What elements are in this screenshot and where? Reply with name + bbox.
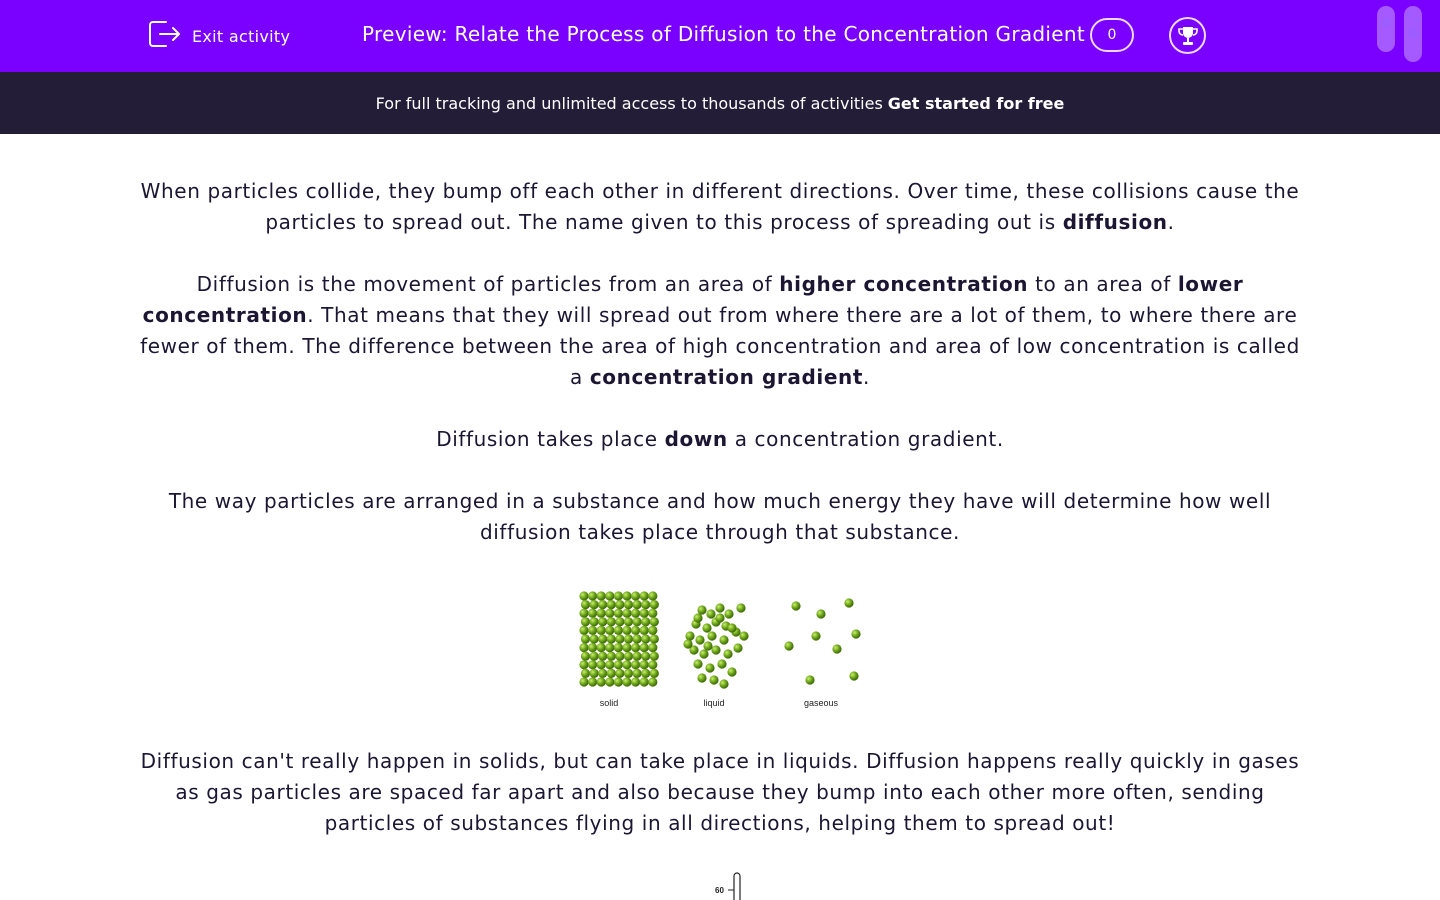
particle [622, 609, 631, 618]
states-of-matter-figure [574, 588, 870, 712]
banner-text: For full tracking and unlimited access to thousands of activities [375, 93, 883, 113]
text: to an area of [1028, 272, 1178, 296]
particle [598, 669, 607, 678]
signup-banner [0, 72, 1440, 134]
particle [624, 634, 633, 643]
particle [579, 609, 588, 618]
particle [607, 634, 616, 643]
particle [588, 626, 597, 635]
particle [705, 663, 714, 672]
particle [784, 641, 793, 650]
particle [624, 600, 633, 609]
particle [707, 631, 716, 640]
particle [640, 643, 649, 652]
particle [733, 643, 742, 652]
particle [640, 626, 649, 635]
particle [640, 591, 649, 600]
particle [648, 677, 657, 686]
particle [615, 634, 624, 643]
particle [648, 643, 657, 652]
particle [607, 669, 616, 678]
particle [622, 626, 631, 635]
gaseous-label: gaseous [803, 698, 839, 708]
particle [650, 634, 659, 643]
particle [607, 617, 616, 626]
exit-activity-button[interactable] [148, 20, 290, 52]
particle [719, 679, 728, 688]
particle [605, 643, 614, 652]
particle [624, 652, 633, 661]
term-higher-concentration: higher concentration [779, 272, 1029, 296]
get-started-link[interactable]: Get started for free [887, 93, 1065, 113]
particle [598, 600, 607, 609]
particle [579, 591, 588, 600]
particle [622, 591, 631, 600]
particle [597, 660, 606, 669]
particle [791, 601, 800, 610]
top-bar [0, 0, 1440, 72]
particle [622, 677, 631, 686]
particle [640, 677, 649, 686]
particle [597, 643, 606, 652]
particle [727, 667, 736, 676]
particle [641, 634, 650, 643]
particle [641, 617, 650, 626]
thermometer-figure [710, 868, 770, 900]
particle [816, 609, 825, 618]
particle [631, 660, 640, 669]
particle [697, 605, 706, 614]
particle [581, 652, 590, 661]
particle [607, 600, 616, 609]
particle [715, 613, 724, 622]
particle [683, 639, 692, 648]
paragraph-2 [140, 269, 1300, 393]
particle [703, 641, 712, 650]
trophy-button[interactable] [1169, 17, 1206, 54]
particle [581, 634, 590, 643]
particle [597, 677, 606, 686]
paragraph-1 [140, 176, 1300, 238]
particle [693, 613, 702, 622]
particle [590, 669, 599, 678]
text: . [863, 365, 870, 389]
text: . [1167, 210, 1175, 234]
particle [624, 669, 633, 678]
particle [605, 660, 614, 669]
exit-label: Exit activity [192, 26, 291, 46]
gas-particles [784, 598, 860, 684]
particle [590, 617, 599, 626]
particle [719, 635, 728, 644]
particle [724, 609, 733, 618]
particle [685, 631, 694, 640]
particle [699, 649, 708, 658]
particle [811, 631, 820, 640]
score-badge: 0 [1090, 18, 1134, 52]
particle [640, 609, 649, 618]
particle [648, 660, 657, 669]
paragraph-4: The way particles are arranged in a substance and how much energy they have will determine how well diffusion takes place through that substance. [168, 489, 1272, 544]
particle [614, 609, 623, 618]
trophy-icon [1177, 25, 1199, 47]
particle [615, 652, 624, 661]
particle [624, 617, 633, 626]
particle [631, 643, 640, 652]
liquid-particles [683, 603, 748, 688]
particle [739, 631, 748, 640]
particle [641, 669, 650, 678]
thermometer-tick-label: 60 [715, 886, 724, 895]
particle [588, 591, 597, 600]
particle [851, 629, 860, 638]
particle [579, 677, 588, 686]
particle [706, 609, 715, 618]
particle [588, 609, 597, 618]
particle [832, 644, 841, 653]
solid-label: solid [599, 698, 619, 708]
particle [590, 652, 599, 661]
particle [633, 617, 642, 626]
particle [588, 660, 597, 669]
particle [631, 626, 640, 635]
particle [605, 626, 614, 635]
particle [590, 600, 599, 609]
particle [711, 645, 720, 654]
particle [597, 609, 606, 618]
activity-title: Preview: Relate the Process of Diffusion to the Concentration Gradient [362, 22, 1085, 46]
particle [633, 600, 642, 609]
particle [614, 677, 623, 686]
particle [615, 617, 624, 626]
particle [641, 600, 650, 609]
particle [579, 643, 588, 652]
particle [736, 603, 745, 612]
term-lower-concentration: lower concentration [142, 272, 1244, 327]
particle [633, 634, 642, 643]
particle [614, 643, 623, 652]
particle [715, 603, 724, 612]
particle [607, 652, 616, 661]
particle [727, 623, 736, 632]
particle [631, 609, 640, 618]
particle [588, 643, 597, 652]
particle [648, 591, 657, 600]
particle [622, 643, 631, 652]
particle [631, 677, 640, 686]
particle [622, 660, 631, 669]
text: Diffusion takes place [436, 427, 665, 451]
particle [614, 591, 623, 600]
particle [648, 609, 657, 618]
particle [650, 600, 659, 609]
particle [605, 591, 614, 600]
particle [693, 659, 702, 668]
particle [598, 652, 607, 661]
text: Diffusion is the movement of particles from an area of [196, 272, 780, 296]
text: . That means that they will spread out from where there are a lot of them, to where there are fewer of them. The difference between the area of high concentration and area of low concentration is called a [140, 303, 1300, 389]
particle [631, 591, 640, 600]
particle [650, 617, 659, 626]
particle [640, 660, 649, 669]
particle [598, 634, 607, 643]
particle [805, 675, 814, 684]
particle [579, 626, 588, 635]
particle [844, 598, 853, 607]
test-tubes-logo [1372, 0, 1432, 66]
particle [641, 652, 650, 661]
liquid-label: liquid [703, 698, 725, 708]
particle [849, 671, 858, 680]
term-diffusion: diffusion [1062, 210, 1168, 234]
exit-icon [148, 19, 182, 53]
paragraph-5: Diffusion can't really happen in solids, but can take place in liquids. Diffusion happens really quickly in gases as gas particles are spaced far apart and also because they bump into each other more often, sending particles of substances flying in all directions, helping them to spread out! [140, 749, 1300, 835]
particle [695, 635, 704, 644]
particle [702, 623, 711, 632]
particle [614, 626, 623, 635]
particle [615, 600, 624, 609]
particle [723, 649, 732, 658]
particle [717, 659, 726, 668]
particle [648, 626, 657, 635]
particle [597, 591, 606, 600]
paragraph-3 [140, 424, 1300, 455]
term-concentration-gradient: concentration gradient [589, 365, 864, 389]
particle [614, 660, 623, 669]
term-down: down [664, 427, 728, 451]
particle [709, 675, 718, 684]
particle [579, 660, 588, 669]
text: a concentration gradient. [727, 427, 1004, 451]
particle [615, 669, 624, 678]
solid-particles [579, 591, 659, 686]
particle [633, 669, 642, 678]
particle [650, 652, 659, 661]
particle [650, 669, 659, 678]
particle [581, 669, 590, 678]
text: When particles collide, they bump off each other in different directions. Over time, these collisions cause the particles to spread out. The name given to this process of spreading out is [140, 179, 1300, 234]
particle [590, 634, 599, 643]
particle [588, 677, 597, 686]
lesson-content [140, 176, 1300, 579]
particle [598, 617, 607, 626]
particle [605, 677, 614, 686]
particle [697, 673, 706, 682]
particle [605, 609, 614, 618]
particle [633, 652, 642, 661]
particle [597, 626, 606, 635]
particle [581, 600, 590, 609]
particle [581, 617, 590, 626]
